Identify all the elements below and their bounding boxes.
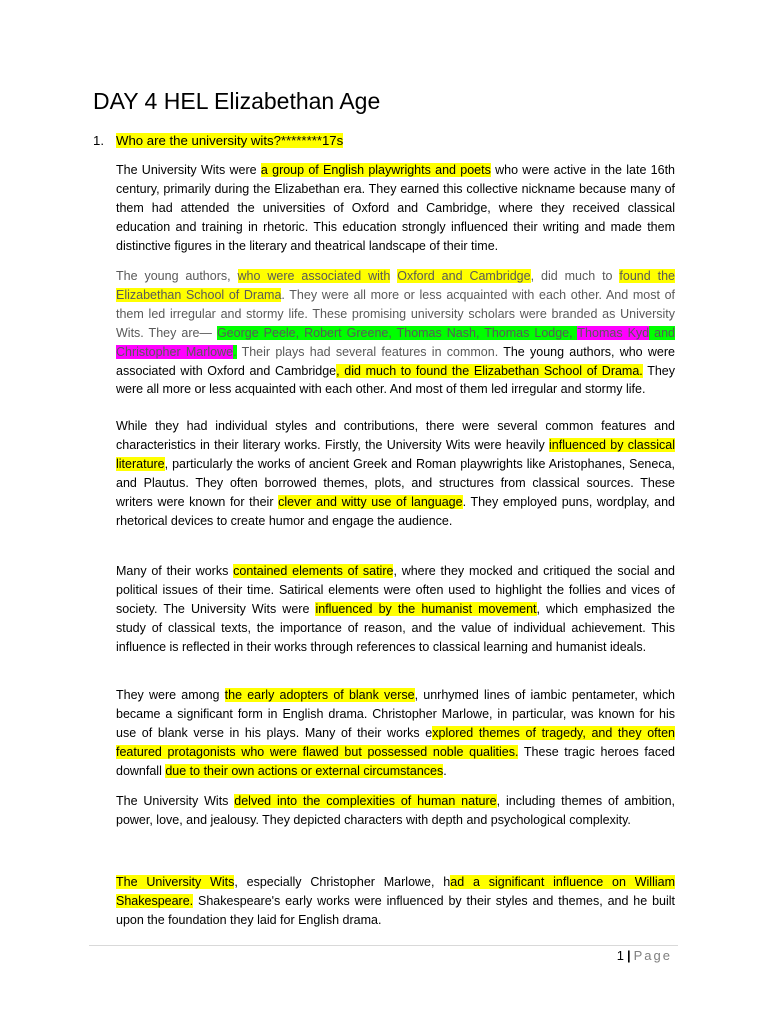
highlighted-text: clever and witty use of language — [278, 494, 463, 509]
highlighted-text: Oxford and Cambridge — [397, 269, 531, 283]
question-heading — [93, 132, 343, 150]
text-run: Shakespeare's early works were influenced by their styles and themes, and he built upon the foundation they laid for English drama. — [116, 893, 675, 927]
text-run: Many of their works — [116, 564, 234, 578]
text-run: , particularly the works of ancient Greek and Roman playwrights like Aristophanes, Seneca, and Plautus. They often borrowed themes, plots, and structures from classical sources. These writers were known for their — [116, 456, 675, 509]
text-run: The young authors, — [116, 269, 238, 283]
text-run: , did much to — [530, 269, 620, 283]
highlighted-text: xplored themes of tragedy, and they often featured protagonists who were flawed but possessed noble qualities. — [116, 725, 675, 759]
highlighted-text: influenced by the humanist movement — [315, 601, 537, 616]
highlighted-text: and — [649, 325, 676, 340]
page-number: 1 — [616, 948, 624, 963]
text-run: , especially Christopher Marlowe, h — [234, 875, 451, 889]
highlighted-text: found the Elizabethan School of Drama — [116, 269, 675, 302]
page-label: Page — [633, 948, 672, 963]
page-footer — [617, 948, 672, 963]
footer-separator: | — [626, 948, 631, 963]
text-run: , unrhymed lines of iambic pentameter, which became a significant form in English drama. Christopher Marlowe, in particular, was known for his use of blank verse in his plays. Many of their works e — [116, 688, 675, 740]
question-text: Who are the university wits?********17s — [116, 133, 344, 148]
text-run: The University Wits were — [116, 163, 261, 177]
text-run: The young authors, who were associated with Oxford and Cambridge — [116, 344, 675, 378]
highlighted-text: ad a significant influence on William Shakespeare. — [116, 875, 675, 908]
paragraph-young-authors — [116, 267, 675, 399]
text-run: . — [443, 763, 447, 778]
paragraph-satire — [116, 562, 675, 657]
highlighted-text: a group of English playwrights and poets — [260, 163, 491, 177]
highlighted-text: Thomas Kyd — [577, 325, 650, 340]
highlighted-text: influenced by classical literature — [116, 437, 675, 471]
text-run: who were active in the late 16th century, primarily during the Elizabethan era. They earned this collective nickname because many of them had attended the universities of Oxford and Cambridge, where they received classical education and training in rhetoric. This education strongly influenced their writing and made them distinctive figures in the literary and theatrical landscape of their time. — [116, 163, 675, 253]
text-run: These tragic heroes faced downfall — [116, 744, 675, 778]
highlighted-text: contained elements of satire — [233, 564, 394, 578]
page-title: DAY 4 HEL Elizabethan Age — [93, 88, 381, 114]
highlighted-text: Christopher Marlowe — [116, 344, 234, 359]
highlighted-text: due to their own actions or external circumstances — [165, 763, 444, 778]
paragraph-shakespeare-influence — [116, 873, 675, 930]
text-run: , including themes of ambition, power, love, and jealousy. They depicted characters with depth and psychological complexity. — [116, 794, 676, 827]
footer-divider — [89, 945, 678, 946]
question-number: 1. — [93, 133, 104, 148]
text-run: , which emphasized the study of classical texts, the importance of reason, and the value of individual achievement. This influence is reflected in their works through references to classical learning and humanist ideals. — [116, 601, 675, 654]
highlighted-text: who were associated with — [237, 269, 391, 283]
text-run: . They employed puns, wordplay, and rhetorical devices to create humor and engage the audience. — [116, 494, 675, 528]
highlighted-text: George Peele, Robert Greene, Thomas Nash, Thomas Lodge, — [216, 325, 573, 340]
highlighted-text: , did much to found the Elizabethan School of Drama. — [336, 363, 643, 378]
paragraph-blank-verse — [116, 686, 675, 781]
text-run: They were all more or less acquainted with each other. And most of them led irregular and stormy life. — [116, 363, 675, 397]
highlighted-text: The University Wits — [116, 875, 235, 889]
text-run: The University Wits — [116, 794, 235, 808]
paragraph-human-nature — [116, 792, 675, 830]
text-run: Their plays had several features in common. — [236, 344, 499, 359]
text-run: , where they mocked and critiqued the social and political issues of their time. Satirical elements were often used to highlight the follies and vices of society. The University Wits were — [116, 564, 675, 616]
highlighted-text: delved into the complexities of human nature — [234, 794, 497, 808]
text-run: . They were all more or less acquainted with each other. And most of them led irregular and stormy life. These promising university scholars were branded as University Wits. They are— — [116, 287, 675, 340]
text-run: While they had individual styles and contributions, there were several common features and characteristics in their literary works. Firstly, the University Wits were heavily — [116, 419, 675, 452]
highlighted-text: the early adopters of blank verse — [224, 688, 415, 702]
highlighted-text: . — [233, 344, 237, 359]
text-run: They were among — [116, 688, 225, 702]
paragraph-intro — [116, 161, 675, 256]
paragraph-classical-influence — [116, 417, 675, 530]
